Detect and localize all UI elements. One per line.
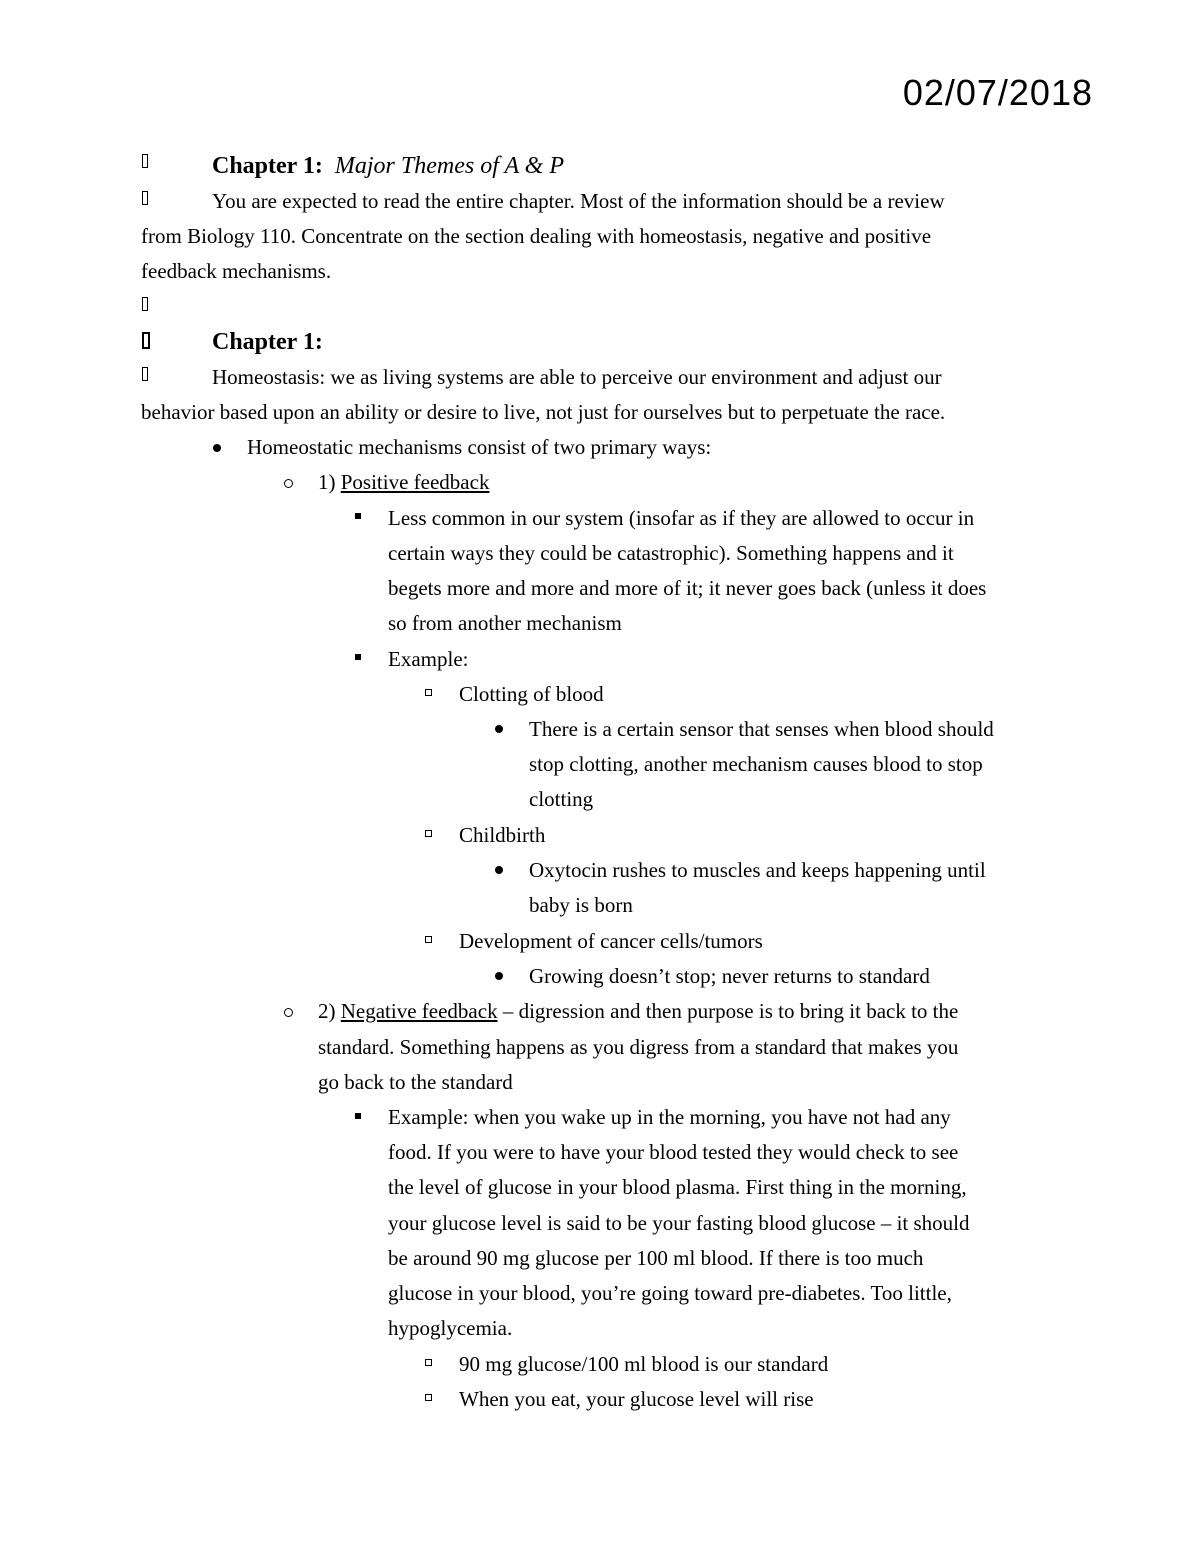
clotting-item: Clotting of blood — [459, 682, 604, 706]
bullet-square-icon — [355, 1113, 361, 1119]
negative-label: Negative feedback — [340, 999, 498, 1023]
clotting-detail-line-1: There is a certain sensor that senses when blood should — [529, 717, 994, 741]
example-line-6: glucose in your blood, you’re going toward pre-diabetes. Too little, — [388, 1281, 952, 1305]
positive-label: Positive feedback — [340, 470, 490, 494]
chapter-heading-2 — [212, 325, 323, 360]
cancer-item: Development of cancer cells/tumors — [459, 929, 763, 953]
bullet-circle-icon — [284, 1008, 293, 1017]
chapter-label-2: Chapter 1: — [212, 329, 323, 355]
bullet-hollow-square-icon — [425, 936, 432, 943]
missing-glyph-icon — [142, 191, 148, 205]
chapter-heading — [212, 149, 564, 184]
less-common-line-1: Less common in our system (insofar as if they are allowed to occur in — [388, 506, 975, 530]
negative-line-3: go back to the standard — [318, 1070, 513, 1094]
example-label: Example: — [388, 647, 469, 671]
example-line-7: hypoglycemia. — [388, 1316, 513, 1340]
example-line-5: be around 90 mg glucose per 100 ml blood. If there is too much — [388, 1246, 924, 1270]
clotting-detail-line-3: clotting — [529, 787, 594, 811]
childbirth-detail-line-2: baby is born — [529, 893, 633, 917]
positive-prefix: 1) — [318, 470, 341, 494]
childbirth-item: Childbirth — [459, 823, 546, 847]
chapter-subtitle: Major Themes of A & P — [334, 153, 565, 179]
positive-feedback-item — [318, 465, 489, 500]
example-line-1: Example: when you wake up in the morning, you have not had any — [388, 1105, 951, 1129]
bullet-square-icon — [355, 513, 361, 519]
document-date: 02/07/2018 — [902, 72, 1093, 113]
example-line-3: the level of glucose in your blood plasma. First thing in the morning, — [388, 1175, 967, 1199]
intro-line-1: You are expected to read the entire chapter. Most of the information should be a review — [212, 189, 945, 213]
negative-line-2: standard. Something happens as you digress from a standard that makes you — [318, 1035, 959, 1059]
homeostasis-line-2: behavior based upon an ability or desire to live, not just for ourselves but to perpetuate the race. — [141, 400, 946, 424]
clotting-detail-line-2: stop clotting, another mechanism causes blood to stop — [529, 752, 983, 776]
less-common-line-2: certain ways they could be catastrophic). Something happens and it — [388, 541, 954, 565]
bullet-dot-icon — [213, 444, 221, 452]
less-common-line-4: so from another mechanism — [388, 611, 622, 635]
intro-line-2: from Biology 110. Concentrate on the section dealing with homeostasis, negative and positive — [141, 224, 932, 248]
cancer-detail: Growing doesn’t stop; never returns to standard — [529, 964, 930, 988]
homeostasis-line-1: Homeostasis: we as living systems are able to perceive our environment and adjust our — [212, 365, 942, 389]
example-line-2: food. If you were to have your blood tested they would check to see — [388, 1140, 959, 1164]
negative-rest: – digression and then purpose is to bring it back to the — [497, 999, 959, 1023]
example-line-4: your glucose level is said to be your fasting blood glucose – it should — [388, 1211, 970, 1235]
negative-feedback-item — [318, 994, 958, 1029]
eat-item: When you eat, your glucose level will rise — [459, 1387, 814, 1411]
missing-glyph-icon — [142, 367, 148, 381]
less-common-line-3: begets more and more and more of it; it never goes back (unless it does — [388, 576, 987, 600]
bullet-hollow-square-icon — [425, 830, 432, 837]
childbirth-detail-line-1: Oxytocin rushes to muscles and keeps happening until — [529, 858, 986, 882]
bullet-circle-icon — [284, 479, 293, 488]
standard-item: 90 mg glucose/100 ml blood is our standard — [459, 1352, 829, 1376]
bullet-hollow-square-icon — [425, 1359, 432, 1366]
bullet-dot-icon — [495, 725, 503, 733]
bullet-dot-icon — [495, 866, 503, 874]
missing-glyph-icon — [142, 297, 148, 311]
bullet-hollow-square-icon — [425, 689, 432, 696]
bullet-hollow-square-icon — [425, 1394, 432, 1401]
bullet-square-icon — [355, 654, 361, 660]
missing-glyph-icon — [142, 154, 148, 168]
missing-glyph-icon — [142, 332, 150, 349]
chapter-label: Chapter 1: — [212, 153, 323, 179]
intro-line-3: feedback mechanisms. — [141, 259, 332, 283]
bullet-dot-icon — [495, 972, 503, 980]
mechanisms-item: Homeostatic mechanisms consist of two primary ways: — [247, 435, 712, 459]
negative-prefix: 2) — [318, 999, 341, 1023]
